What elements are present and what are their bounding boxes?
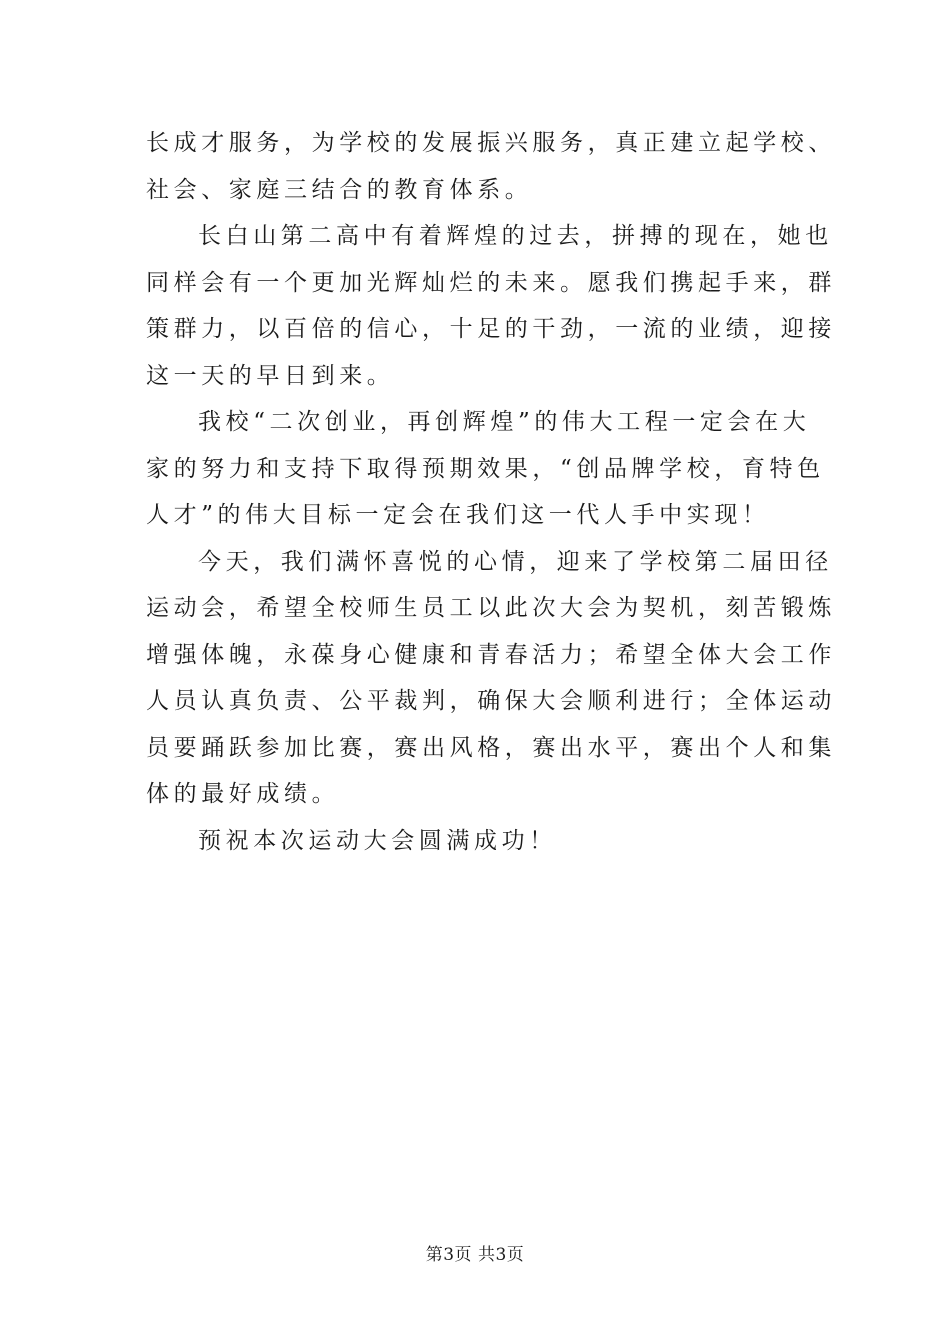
text-line: 策群力，以百倍的信心，十足的干劲，一流的业绩，迎接: [146, 316, 836, 342]
paragraph-first-line: 今天，我们满怀喜悦的心情，迎来了学校第二届田径: [198, 548, 833, 575]
text-line: 这一天的早日到来。: [146, 362, 395, 389]
paragraph-first-line: 我校“二次创业，再创辉煌”的伟大工程一定会在大: [198, 409, 811, 435]
text-line: 运动会，希望全校师生员工以此次大会为契机，刻苦锻炼: [146, 595, 836, 621]
text-line: 员要踊跃参加比赛，赛出风格，赛出水平，赛出个人和集: [146, 734, 836, 761]
page-number-footer: 第3页 共3页: [425, 1245, 525, 1265]
text-line: 体的最好成绩。: [146, 781, 340, 807]
text-line: 人才”的伟大目标一定会在我们这一代人手中实现！: [146, 502, 770, 528]
text-line: 同样会有一个更加光辉灿烂的未来。愿我们携起手来，群: [146, 269, 836, 296]
text-line: 人员认真负责、公平裁判，确保大会顺利进行；全体运动: [146, 688, 836, 714]
text-line: 长成才服务，为学校的发展振兴服务，真正建立起学校、: [146, 130, 836, 156]
paragraph-first-line: 长白山第二高中有着辉煌的过去，拼搏的现在，她也: [198, 223, 833, 249]
text-line: 增强体魄，永葆身心健康和青春活力；希望全体大会工作: [146, 641, 836, 668]
document-body: [146, 120, 836, 864]
paragraph-first-line: 预祝本次运动大会圆满成功！: [198, 827, 557, 854]
text-line: 家的努力和支持下取得预期效果，“创品牌学校，育特色: [146, 455, 825, 482]
text-line: 社会、家庭三结合的教育体系。: [146, 176, 533, 203]
